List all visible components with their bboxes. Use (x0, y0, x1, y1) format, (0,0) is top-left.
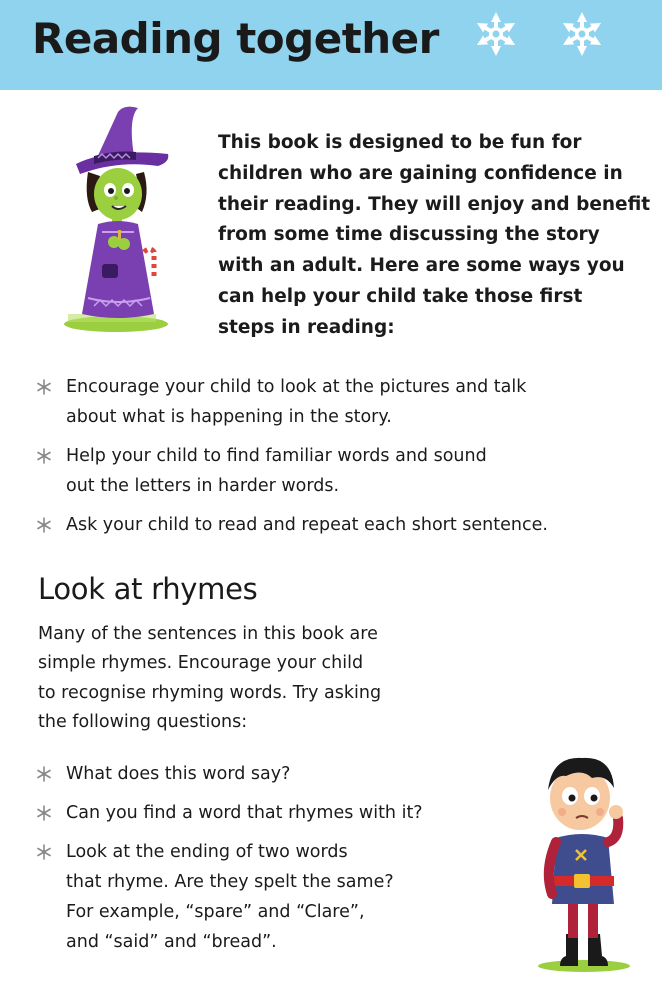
list-item (36, 372, 636, 432)
rhymes-line: the following questions: (38, 711, 248, 732)
intro-line: This book is designed to be fun for (218, 132, 582, 153)
question-line: For example, “spare” and “Clare”, (66, 902, 365, 922)
question-line: What does this word say? (66, 764, 291, 784)
intro-line: children who are gaining confidence in (218, 162, 623, 184)
list-item (36, 441, 636, 501)
intro-line: their reading. They will enjoy and benefit (218, 193, 651, 215)
snowflake-bullet-icon (36, 766, 52, 782)
boy-illustration (522, 738, 642, 974)
snowflake-bullet-icon (36, 517, 52, 533)
tip-line: Help your child to find familiar words and sound (66, 446, 487, 466)
tip-line: out the letters in harder words. (66, 476, 340, 496)
snowflake-bullet-icon (36, 844, 52, 860)
intro-paragraph (218, 128, 651, 344)
intro-line: steps in reading: (218, 316, 395, 338)
tips-list (36, 372, 636, 549)
rhymes-line: to recognise rhyming words. Try asking (38, 682, 382, 703)
rhymes-paragraph (38, 620, 458, 737)
rhymes-line: Many of the sentences in this book are (38, 624, 378, 644)
list-item (36, 510, 636, 540)
question-line: Look at the ending of two words (66, 842, 348, 862)
witch-illustration (58, 102, 186, 334)
intro-line: can help your child take those first (218, 285, 583, 307)
snowflake-icon (556, 8, 608, 60)
question-line: Can you find a word that rhymes with it? (66, 803, 423, 823)
tip-line: about what is happening in the story. (66, 407, 392, 427)
header-banner (0, 0, 662, 90)
question-line: that rhyme. Are they spelt the same? (66, 872, 394, 892)
intro-line: with an adult. Here are some ways you (218, 255, 625, 277)
page-title: Reading together (32, 14, 439, 63)
section-title: Look at rhymes (38, 572, 258, 606)
rhymes-line: simple rhymes. Encourage your child (38, 653, 364, 674)
snowflake-bullet-icon (36, 448, 52, 464)
intro-line: from some time discussing the story (218, 224, 600, 246)
snowflake-bullet-icon (36, 379, 52, 395)
question-line: and “said” and “bread”. (66, 932, 277, 952)
snowflake-icon (470, 8, 522, 60)
snowflake-bullet-icon (36, 805, 52, 821)
tip-line: Ask your child to read and repeat each short sentence. (66, 515, 548, 535)
tip-line: Encourage your child to look at the pictures and talk (66, 377, 527, 397)
